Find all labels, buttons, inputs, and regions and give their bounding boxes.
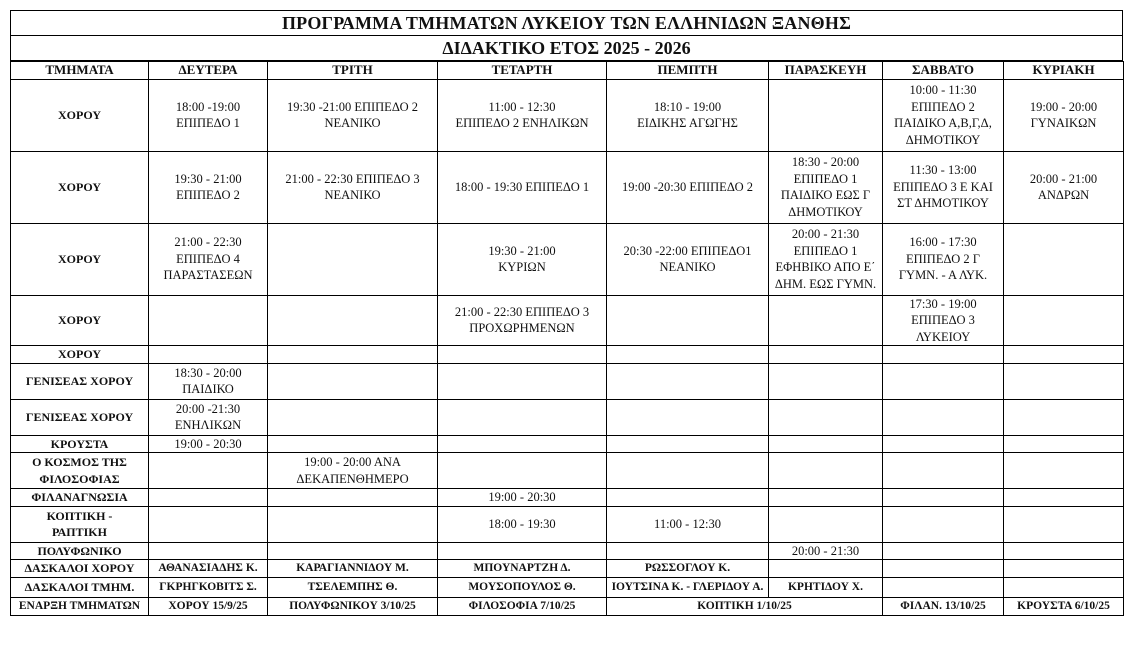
schedule-cell bbox=[1004, 399, 1124, 435]
schedule-cell: 11:30 - 13:00 ΕΠΙΠΕΔΟ 3 Ε ΚΑΙ ΣΤ ΔΗΜΟΤΙΚΟΥ bbox=[883, 151, 1004, 223]
column-header-day: ΠΑΡΑΣΚΕΥΗ bbox=[769, 62, 883, 80]
schedule-cell bbox=[149, 346, 268, 364]
schedule-cell bbox=[1004, 346, 1124, 364]
schedule-cell: 21:00 - 22:30 ΕΠΙΠΕΔΟ 3 ΠΡΟΧΩΡΗΜΕΝΩΝ bbox=[438, 295, 607, 346]
row-label: ΓΕΝΙΣΕΑΣ ΧΟΡΟΥ bbox=[11, 399, 149, 435]
schedule-cell bbox=[268, 295, 438, 346]
schedule-cell bbox=[149, 489, 268, 507]
schedule-cell: 18:10 - 19:00 ΕΙΔΙΚΗΣ ΑΓΩΓΗΣ bbox=[607, 79, 769, 151]
schedule-cell: 19:30 - 21:00 ΕΠΙΠΕΔΟ 2 bbox=[149, 151, 268, 223]
table-row bbox=[11, 453, 1124, 489]
schedule-cell: 18:30 - 20:00 ΕΠΙΠΕΔΟ 1 ΠΑΙΔΙΚΟ ΕΩΣ Γ ΔΗΜΟΤΙΚΟΥ bbox=[769, 151, 883, 223]
schedule-table bbox=[10, 61, 1124, 616]
schedule-cell bbox=[149, 506, 268, 542]
schedule-cell bbox=[268, 542, 438, 560]
teacher-cell: ΜΠΟΥΝΑΡΤΖΗ Δ. bbox=[438, 560, 607, 578]
schedule-cell: 19:00 - 20:30 bbox=[149, 435, 268, 453]
schedule-cell bbox=[883, 506, 1004, 542]
schedule-cell: 19:30 - 21:00 ΚΥΡΙΩΝ bbox=[438, 223, 607, 295]
schedule-cell bbox=[769, 346, 883, 364]
schedule-cell bbox=[883, 542, 1004, 560]
table-row bbox=[11, 489, 1124, 507]
row-label: ΓΕΝΙΣΕΑΣ ΧΟΡΟΥ bbox=[11, 363, 149, 399]
schedule-cell bbox=[883, 453, 1004, 489]
table-row bbox=[11, 560, 1124, 578]
schedule-cell: 20:30 -22:00 ΕΠΙΠΕΔΟ1 ΝΕΑΝΙΚΟ bbox=[607, 223, 769, 295]
schedule-cell: 21:00 - 22:30 ΕΠΙΠΕΔΟ 3 ΝΕΑΝΙΚΟ bbox=[268, 151, 438, 223]
start-date-cell: ΦΙΛΟΣΟΦΙΑ 7/10/25 bbox=[438, 597, 607, 615]
start-date-cell: ΚΡΟΥΣΤΑ 6/10/25 bbox=[1004, 597, 1124, 615]
schedule-cell bbox=[607, 399, 769, 435]
teacher-cell: ΚΡΗΤΙΔΟΥ Χ. bbox=[769, 577, 883, 597]
schedule-cell bbox=[1004, 506, 1124, 542]
schedule-cell bbox=[268, 346, 438, 364]
row-label: ΧΟΡΟΥ bbox=[11, 223, 149, 295]
teacher-cell bbox=[769, 560, 883, 578]
schedule-cell: 21:00 - 22:30 ΕΠΙΠΕΔΟ 4 ΠΑΡΑΣΤΑΣΕΩΝ bbox=[149, 223, 268, 295]
schedule-cell: 11:00 - 12:30 ΕΠΙΠΕΔΟ 2 ΕΝΗΛΙΚΩΝ bbox=[438, 79, 607, 151]
row-label: ΕΝΑΡΞΗ ΤΜΗΜΑΤΩΝ bbox=[11, 597, 149, 615]
schedule-cell bbox=[1004, 542, 1124, 560]
schedule-cell bbox=[149, 453, 268, 489]
schedule-cell bbox=[1004, 453, 1124, 489]
table-row bbox=[11, 346, 1124, 364]
row-label: ΔΑΣΚΑΛΟΙ ΤΜΗΜ. bbox=[11, 577, 149, 597]
teacher-cell: ΑΘΑΝΑΣΙΑΔΗΣ Κ. bbox=[149, 560, 268, 578]
table-row bbox=[11, 223, 1124, 295]
teacher-cell: ΓΚΡΗΓΚΟΒΙΤΣ Σ. bbox=[149, 577, 268, 597]
schedule-cell bbox=[769, 506, 883, 542]
teacher-cell: ΤΣΕΛΕΜΠΗΣ Θ. bbox=[268, 577, 438, 597]
page-title: ΠΡΟΓΡΑΜΜΑ ΤΜΗΜΑΤΩΝ ΛΥΚΕΙΟΥ ΤΩΝ ΕΛΛΗΝΙΔΩΝ ΞΑΝΘΗΣ bbox=[10, 10, 1123, 35]
column-header-day: ΠΕΜΠΤΗ bbox=[607, 62, 769, 80]
row-label: ΧΟΡΟΥ bbox=[11, 346, 149, 364]
schedule-cell bbox=[1004, 489, 1124, 507]
row-label: Ο ΚΟΣΜΟΣ ΤΗΣ ΦΙΛΟΣΟΦΙΑΣ bbox=[11, 453, 149, 489]
schedule-cell: 20:00 - 21:30 ΕΠΙΠΕΔΟ 1 ΕΦΗΒΙΚΟ ΑΠΟ Ε΄ ΔΗΜ. ΕΩΣ ΓΥΜΝ. bbox=[769, 223, 883, 295]
row-label: ΚΟΠΤΙΚΗ - ΡΑΠΤΙΚΗ bbox=[11, 506, 149, 542]
row-label: ΧΟΡΟΥ bbox=[11, 79, 149, 151]
teacher-cell bbox=[1004, 577, 1124, 597]
column-header-day: ΤΕΤΑΡΤΗ bbox=[438, 62, 607, 80]
schedule-cell bbox=[769, 435, 883, 453]
schedule-cell bbox=[1004, 363, 1124, 399]
schedule-cell bbox=[769, 453, 883, 489]
column-header-day: ΤΡΙΤΗ bbox=[268, 62, 438, 80]
table-row bbox=[11, 542, 1124, 560]
schedule-cell bbox=[883, 489, 1004, 507]
start-dates-row bbox=[11, 597, 1124, 615]
schedule-cell bbox=[607, 363, 769, 399]
schedule-cell bbox=[438, 542, 607, 560]
table-row bbox=[11, 79, 1124, 151]
schedule-cell bbox=[607, 489, 769, 507]
schedule-cell bbox=[769, 295, 883, 346]
schedule-cell bbox=[438, 453, 607, 489]
schedule-cell: 19:30 -21:00 ΕΠΙΠΕΔΟ 2 ΝΕΑΝΙΚΟ bbox=[268, 79, 438, 151]
row-label: ΧΟΡΟΥ bbox=[11, 295, 149, 346]
schedule-cell bbox=[607, 435, 769, 453]
start-date-cell: ΦΙΛΑΝ. 13/10/25 bbox=[883, 597, 1004, 615]
schedule-cell bbox=[438, 435, 607, 453]
schedule-cell bbox=[268, 489, 438, 507]
teacher-cell bbox=[1004, 560, 1124, 578]
schedule-cell bbox=[607, 542, 769, 560]
schedule-cell bbox=[769, 489, 883, 507]
schedule-cell: 19:00 - 20:00 ΓΥΝΑΙΚΩΝ bbox=[1004, 79, 1124, 151]
schedule-cell bbox=[1004, 223, 1124, 295]
schedule-cell: 18:00 - 19:30 ΕΠΙΠΕΔΟ 1 bbox=[438, 151, 607, 223]
row-label: ΧΟΡΟΥ bbox=[11, 151, 149, 223]
row-label: ΦΙΛΑΝΑΓΝΩΣΙΑ bbox=[11, 489, 149, 507]
table-row bbox=[11, 363, 1124, 399]
schedule-cell: 19:00 - 20:30 bbox=[438, 489, 607, 507]
schedule-cell bbox=[268, 363, 438, 399]
schedule-cell: 19:00 -20:30 ΕΠΙΠΕΔΟ 2 bbox=[607, 151, 769, 223]
schedule-cell bbox=[268, 223, 438, 295]
teacher-cell bbox=[883, 560, 1004, 578]
teacher-cell bbox=[883, 577, 1004, 597]
column-header-day: ΔΕΥΤΕΡΑ bbox=[149, 62, 268, 80]
schedule-cell bbox=[438, 346, 607, 364]
schedule-cell bbox=[769, 363, 883, 399]
column-header-day: ΚΥΡΙΑΚΗ bbox=[1004, 62, 1124, 80]
row-label: ΠΟΛΥΦΩΝΙΚΟ bbox=[11, 542, 149, 560]
schedule-cell bbox=[883, 435, 1004, 453]
schedule-cell bbox=[883, 399, 1004, 435]
schedule-cell bbox=[1004, 295, 1124, 346]
schedule-cell: 10:00 - 11:30 ΕΠΙΠΕΔΟ 2 ΠΑΙΔΙΚΟ Α,Β,Γ,Δ, ΔΗΜΟΤΙΚΟΥ bbox=[883, 79, 1004, 151]
schedule-cell bbox=[268, 506, 438, 542]
table-row bbox=[11, 151, 1124, 223]
table-body bbox=[11, 79, 1124, 615]
schedule-cell bbox=[149, 542, 268, 560]
schedule-cell bbox=[438, 399, 607, 435]
schedule-cell: 20:00 - 21:30 bbox=[769, 542, 883, 560]
schedule-cell bbox=[883, 346, 1004, 364]
start-date-cell: ΧΟΡΟΥ 15/9/25 bbox=[149, 597, 268, 615]
table-row bbox=[11, 577, 1124, 597]
schedule-cell: 17:30 - 19:00 ΕΠΙΠΕΔΟ 3 ΛΥΚΕΙΟΥ bbox=[883, 295, 1004, 346]
schedule-cell bbox=[607, 453, 769, 489]
schedule-cell: 16:00 - 17:30 ΕΠΙΠΕΔΟ 2 Γ ΓΥΜΝ. - Α ΛΥΚ. bbox=[883, 223, 1004, 295]
table-row bbox=[11, 506, 1124, 542]
row-label: ΔΑΣΚΑΛΟΙ ΧΟΡΟΥ bbox=[11, 560, 149, 578]
column-header-day: ΣΑΒΒΑΤΟ bbox=[883, 62, 1004, 80]
start-date-cell: ΚΟΠΤΙΚΗ 1/10/25 bbox=[607, 597, 883, 615]
schedule-cell bbox=[1004, 435, 1124, 453]
schedule-cell: 18:00 - 19:30 bbox=[438, 506, 607, 542]
schedule-sheet bbox=[10, 10, 1123, 616]
schedule-cell: 19:00 - 20:00 ΑΝΑ ΔΕΚΑΠΕΝΘΗΜΕΡΟ bbox=[268, 453, 438, 489]
schedule-cell bbox=[268, 435, 438, 453]
schedule-cell bbox=[769, 79, 883, 151]
schedule-cell: 18:30 - 20:00 ΠΑΙΔΙΚΟ bbox=[149, 363, 268, 399]
table-row bbox=[11, 295, 1124, 346]
page-subtitle: ΔΙΔΑΚΤΙΚΟ ΕΤΟΣ 2025 - 2026 bbox=[10, 35, 1123, 61]
teacher-cell: ΙΟΥΤΣΙΝΑ Κ. - ΓΛΕΡΙΔΟΥ Α. bbox=[607, 577, 769, 597]
start-date-cell: ΠΟΛΥΦΩΝΙΚΟΥ 3/10/25 bbox=[268, 597, 438, 615]
column-header-sections: ΤΜΗΜΑΤΑ bbox=[11, 62, 149, 80]
schedule-cell bbox=[883, 363, 1004, 399]
schedule-cell: 20:00 -21:30 ΕΝΗΛΙΚΩΝ bbox=[149, 399, 268, 435]
row-label: ΚΡΟΥΣΤΑ bbox=[11, 435, 149, 453]
schedule-cell bbox=[149, 295, 268, 346]
teacher-cell: ΡΩΣΣΟΓΛΟΥ Κ. bbox=[607, 560, 769, 578]
table-header bbox=[11, 62, 1124, 80]
schedule-cell bbox=[607, 295, 769, 346]
schedule-cell: 20:00 - 21:00 ΑΝΔΡΩΝ bbox=[1004, 151, 1124, 223]
teacher-cell: ΚΑΡΑΓΙΑΝΝΙΔΟΥ Μ. bbox=[268, 560, 438, 578]
schedule-cell bbox=[268, 399, 438, 435]
table-row bbox=[11, 435, 1124, 453]
schedule-cell bbox=[438, 363, 607, 399]
schedule-cell bbox=[769, 399, 883, 435]
schedule-cell bbox=[607, 346, 769, 364]
schedule-cell: 18:00 -19:00 ΕΠΙΠΕΔΟ 1 bbox=[149, 79, 268, 151]
teacher-cell: ΜΟΥΣΟΠΟΥΛΟΣ Θ. bbox=[438, 577, 607, 597]
table-row bbox=[11, 399, 1124, 435]
schedule-cell: 11:00 - 12:30 bbox=[607, 506, 769, 542]
